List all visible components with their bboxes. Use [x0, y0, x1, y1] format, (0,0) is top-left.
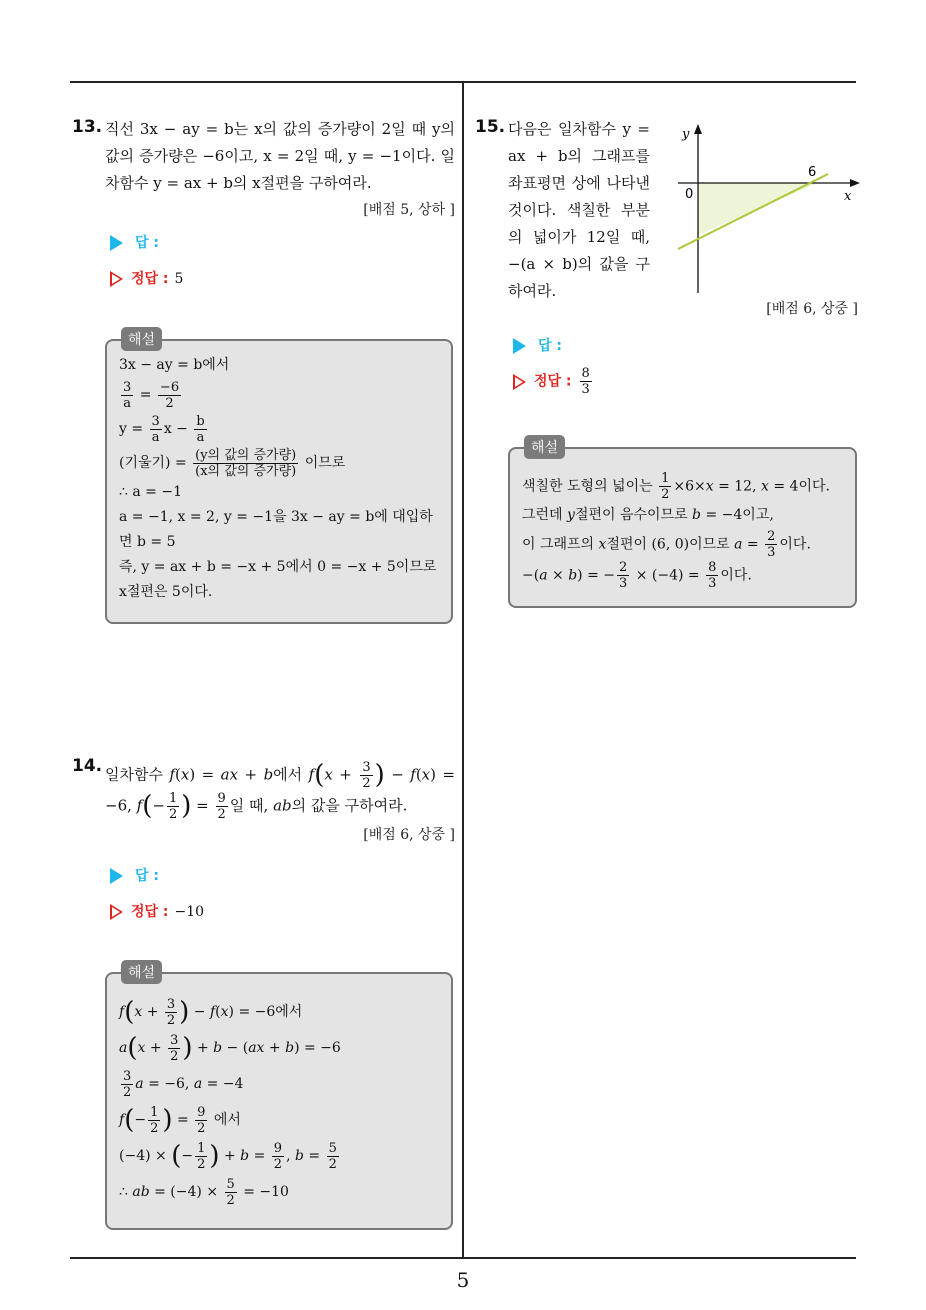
question-14-number: 14.	[72, 756, 103, 776]
solution-line: f(x + $\frac{3}{2}$ ) − f(x) = −6에서	[119, 996, 303, 1028]
solution-line: $\frac{3}{a}$ = $\frac{-6}{2}$	[123, 379, 180, 411]
play-icon	[110, 868, 123, 884]
solution-line: a(x + $\frac{3}{2}$ ) + b − (ax + b) = −6	[119, 1032, 341, 1064]
question-15-score: [배점 6, 상중 ]	[766, 301, 858, 317]
outline-play-icon	[110, 271, 123, 287]
solution-tag: 해설	[524, 435, 565, 459]
solution-line: 면 b = 5	[119, 534, 176, 550]
question-13-text: 직선 3x − ay = b는 x의 값의 증가량이 2일 때 y의 값의 증가량은 −6이고, x = 2일 때, y = −1이다. 일차함수 y = ax + b의 x절편을 구하여라.	[105, 120, 455, 192]
solution-line: (기울기) = $\frac{\text{(y의 값의 증가량)}}{\text{(x의 값의 증가량)}}$ 이므로	[119, 447, 346, 479]
question-15-solution-box	[508, 440, 857, 608]
question-13-score: [배점 5, 상하 ]	[363, 202, 455, 218]
answer-label: 답 :	[135, 235, 159, 251]
outline-play-icon	[110, 904, 123, 920]
question-13-solution	[107, 341, 451, 617]
correct-label: 정답 :	[534, 373, 572, 390]
question-15-text: 다음은 일차함수 y = ax + b의 그래프를 좌표평면 상에 나타낸 것이다. 색칠한 부분의 넓이가 12일 때, −(a × b)의 값을 구하여라.	[508, 120, 650, 300]
question-13-solution-box	[105, 332, 453, 624]
question-14-solution-box	[105, 965, 453, 1230]
y-axis-label: y	[682, 127, 690, 142]
solution-line: 3x − ay = b에서	[119, 357, 230, 373]
solution-line: 즉, y = ax + b = −x + 5에서 0 = −x + 5이므로	[119, 559, 437, 575]
solution-line: ∴ ab = (−4) × $\frac{5}{2}$ = −10	[119, 1176, 289, 1208]
solution-tag: 해설	[121, 960, 162, 984]
question-13-correct-value: 5	[174, 271, 184, 287]
x-intercept-label: 6	[808, 165, 817, 180]
origin-label: 0	[685, 187, 694, 202]
play-icon	[110, 235, 123, 251]
x-axis-arrow-icon	[850, 179, 860, 187]
solution-line: x절편은 5이다.	[119, 584, 213, 600]
question-15-correct-value: $\frac{8}{3}$	[581, 366, 590, 397]
solution-line: 이 그래프의 x절편이 (6, 0)이므로 a = $\frac{2}{3}$ 이다.	[522, 529, 811, 560]
y-axis-arrow-icon	[694, 124, 702, 134]
question-14-correct-row	[110, 901, 204, 921]
question-13-answer-row	[110, 232, 159, 252]
play-icon	[513, 338, 526, 354]
x-axis-label: x	[844, 189, 852, 204]
question-13-correct-row	[110, 268, 183, 288]
bottom-rule	[70, 1257, 856, 1259]
solution-line: ∴ a = −1	[119, 484, 182, 500]
solution-line: 색칠한 도형의 넓이는 $\frac{1}{2}$ ×6×x = 12, x = 4이다.	[522, 471, 830, 502]
question-15	[508, 116, 650, 305]
question-14-correct-value: −10	[174, 904, 205, 920]
column-divider	[462, 82, 464, 1258]
solution-line: a = −1, x = 2, y = −1을 3x − ay = b에 대입하	[119, 509, 433, 525]
question-15-solution	[510, 449, 855, 603]
question-14	[105, 760, 455, 849]
answer-label: 답 :	[135, 868, 159, 884]
outline-play-icon	[513, 374, 526, 390]
answer-label: 답 :	[538, 338, 562, 354]
question-14-solution	[107, 974, 451, 1222]
solution-tag: 해설	[121, 327, 162, 351]
solution-line: f(− $\frac{1}{2}$ ) = $\frac{9}{2}$ 에서	[119, 1104, 241, 1136]
solution-line: $\frac{3}{2}$ a = −6, a = −4	[123, 1068, 244, 1100]
question-14-answer-row	[110, 865, 159, 885]
question-14-text: 일차함수 f(x) = ax + b에서 f(x + $\frac{3}{2}$ ) − f(x) = −6, f(− $\frac{1}{2}$ ) = $\frac{9}{2}$ 일 때, ab의 값을 구하여라.	[105, 760, 456, 822]
question-15-answer-row	[513, 335, 562, 355]
question-15-graph	[660, 118, 870, 298]
solution-line: y = $\frac{3}{a}$ x − $\frac{b}{a}$	[119, 413, 205, 445]
question-15-correct-row	[513, 366, 594, 397]
correct-label: 정답 :	[131, 904, 169, 920]
question-14-score: [배점 6, 상중 ]	[363, 827, 455, 843]
solution-line: −(a × b) = − $\frac{2}{3}$ × (−4) = $\frac{8}{3}$ 이다.	[522, 560, 752, 591]
page-number: 5	[456, 1268, 470, 1292]
question-13-number: 13.	[72, 117, 103, 137]
question-13	[105, 116, 455, 224]
solution-line: (−4) × (− $\frac{1}{2}$ ) + b = $\frac{9}{2}$ , b = $\frac{5}{2}$	[119, 1140, 337, 1172]
question-15-number: 15.	[475, 117, 506, 137]
correct-label: 정답 :	[131, 271, 169, 287]
solution-line: 그런데 y절편이 음수이므로 b = −4이고,	[522, 507, 774, 523]
